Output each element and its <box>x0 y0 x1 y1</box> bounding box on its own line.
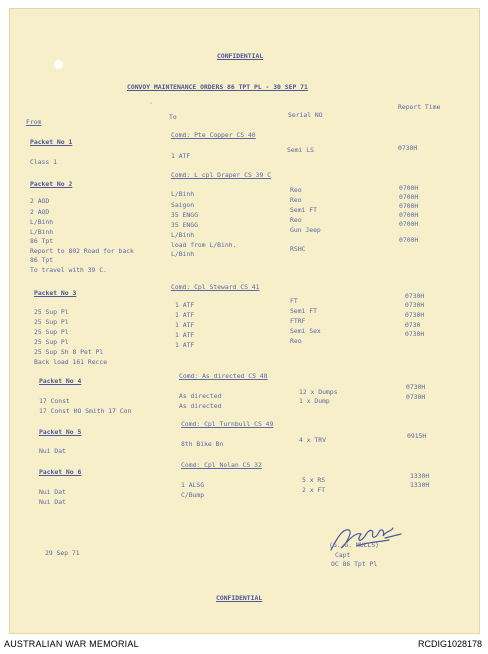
packet-2-row-6-to: load from L/Binh. <box>171 241 237 249</box>
packet-3-row-5-to: 1 ATF <box>175 341 195 349</box>
packet-4-heading: Packet No 4 <box>39 377 82 385</box>
packet-3-row-1-time: 0730H <box>405 292 425 300</box>
packet-2-row-5-serial: Gun Jeep <box>290 226 321 234</box>
packet-4-row-2-time: 0730H <box>406 393 426 401</box>
packet-1-heading: Packet No 1 <box>30 138 73 146</box>
packet-3-row-2-time: 0730H <box>405 301 425 309</box>
packet-2-row-5-to: L/Binh <box>171 231 195 239</box>
packet-2-row-3-to: 35 ENGG <box>171 211 198 219</box>
packet-3-row-2-serial: Semi FT <box>290 307 317 315</box>
packet-2-heading: Packet No 2 <box>30 180 73 188</box>
col-header-from: From <box>26 118 42 126</box>
packet-4-row-1-to: As directed <box>179 392 222 400</box>
packet-5-heading: Packet No 5 <box>39 428 82 436</box>
packet-6-row-2-from: Nui Dat <box>39 498 66 506</box>
packet-1-serial: Semi LS <box>287 146 314 154</box>
packet-3-row-3-to: 1 ATF <box>175 321 195 329</box>
classification-bottom: CONFIDENTIAL <box>216 594 263 602</box>
packet-5-comd: Comd: Cpl Turnbull CS 49 <box>181 420 274 428</box>
packet-6-row-2-serial: 2 x FT <box>302 486 326 494</box>
classification-top: CONFIDENTIAL <box>217 52 264 60</box>
packet-2-row-7-to: L/Binh <box>171 250 195 258</box>
packet-3-row-2-to: 1 ATF <box>175 311 195 319</box>
packet-3-row-1-from: 25 Sup Pl <box>34 308 69 316</box>
packet-5-row-1-to: 8th Bike Bn <box>181 440 224 448</box>
packet-2-row-8-from: To travel with 39 C. <box>30 266 107 274</box>
col-header-report-time: Report Time <box>398 103 441 111</box>
packet-2-comd: Comd: L cpl Draper CS 39 C <box>171 171 272 179</box>
packet-2-row-5-from: 86 Tpt <box>30 237 54 245</box>
packet-3-row-2-from: 25 Sup Pl <box>34 318 69 326</box>
packet-3-row-4-from: 25 Sup Pl <box>34 338 69 346</box>
packet-2-row-1-from: 2 AOD <box>30 197 50 205</box>
packet-3-row-5-time: 0730H <box>405 330 425 338</box>
packet-4-row-2-serial: 1 x Dump <box>299 397 330 405</box>
packet-2-row-1-serial: Reo <box>290 186 302 194</box>
packet-2-row-2-time: 0700H <box>399 193 419 201</box>
packet-6-comd: Comd: Cpl Nolan CS 32 <box>181 461 262 469</box>
packet-3-row-3-time: 0730H <box>405 311 425 319</box>
packet-2-row-4-to: 35 ENGG <box>171 221 198 229</box>
packet-2-row-6-from: Report to 802 Road for back <box>30 247 134 255</box>
col-header-serial: Serial NO <box>288 111 323 119</box>
packet-3-row-1-to: 1 ATF <box>175 301 195 309</box>
packet-3-comd: Comd: Cpl Steward CS 41 <box>171 283 260 291</box>
packet-2-row-4-from: L/Binh <box>30 228 54 236</box>
packet-2-row-7-from: 86 Tpt <box>30 256 54 264</box>
packet-2-row-4-time: 0700H <box>399 211 419 219</box>
packet-5-row-1-serial: 4 x TRV <box>299 436 326 444</box>
archive-footer <box>0 634 488 654</box>
archive-name: AUSTRALIAN WAR MEMORIAL <box>4 639 139 649</box>
packet-4-row-1-from: 17 Const <box>39 397 70 405</box>
packet-5-row-1-time: 0915H <box>407 432 427 440</box>
packet-2-row-2-from: 2 AOD <box>30 208 50 216</box>
packet-3-heading: Packet No 3 <box>34 289 77 297</box>
packet-4-row-2-from: 17 Const HO Smith 17 Con <box>39 407 132 415</box>
packet-4-row-2-to: As directed <box>179 402 222 410</box>
packet-2-row-3-from: L/Binh <box>30 218 54 226</box>
signatory-rank: Capt <box>335 551 351 559</box>
packet-2-row-1-time: 0700H <box>399 184 419 192</box>
packet-1-from: Class 1 <box>30 158 57 166</box>
packet-6-row-1-to: 1 ALSG <box>181 481 205 489</box>
packet-2-row-5-time: 0700H <box>399 220 419 228</box>
packet-3-row-4-to: 1 ATF <box>175 331 195 339</box>
packet-3-row-3-from: 25 Sup Pl <box>34 328 69 336</box>
signatory-unit: OC 86 Tpt Pl <box>331 560 378 568</box>
packet-1-comd: Comd: Pte Copper CS 40 <box>171 131 256 139</box>
col-header-to: To <box>169 113 177 121</box>
packet-2-row-7-serial: RSHC <box>290 245 306 253</box>
packet-1-to: 1 ATF <box>171 152 191 160</box>
packet-3-row-4-serial: Semi Sex <box>290 327 321 335</box>
packet-5-row-1-from: Nui Dat <box>39 447 66 455</box>
packet-6-heading: Packet No 6 <box>39 468 82 476</box>
packet-6-row-2-to: C/Bump <box>181 491 205 499</box>
packet-6-row-1-from: Nui Dat <box>39 488 66 496</box>
packet-3-row-5-from: 25 Sup Sh 8 Pet Pl <box>34 348 104 356</box>
archive-reference: RCDIG1028178 <box>417 639 482 649</box>
packet-3-row-5-serial: Reo <box>290 337 302 345</box>
punch-hole <box>54 60 63 69</box>
packet-2-row-3-time: 0700H <box>399 202 419 210</box>
packet-3-row-3-serial: FTRF <box>290 317 306 325</box>
packet-2-row-7-time: 0700H <box>399 236 419 244</box>
document-page <box>9 8 480 634</box>
packet-4-comd: Comd: As directed CS 48 <box>179 372 268 380</box>
packet-2-row-4-serial: Reo <box>290 216 302 224</box>
packet-6-row-2-time: 1330H <box>410 481 430 489</box>
signatory-name: (G. G. MULLS) <box>329 541 380 549</box>
packet-3-row-4-time: 0730 <box>405 321 421 329</box>
packet-6-row-1-time: 1330H <box>410 472 430 480</box>
packet-3-row-1-serial: FT <box>290 297 298 305</box>
packet-2-row-1-to: L/Binh <box>171 190 195 198</box>
packet-4-row-1-time: 0730H <box>406 383 426 391</box>
packet-6-row-1-serial: 5 x RS <box>302 476 326 484</box>
packet-3-row-6-from: Back load 161 Recce <box>34 358 108 366</box>
document-title: CONVOY MAINTENANCE ORDERS 86 TPT PL - 30 SEP 71 <box>127 83 308 91</box>
packet-1-time: 0730H <box>398 144 418 152</box>
document-date: 29 Sep 71 <box>45 549 80 557</box>
packet-2-row-2-serial: Reo <box>290 196 302 204</box>
packet-4-row-1-serial: 12 x Dumps <box>299 388 338 396</box>
stray-mark: · <box>149 99 153 107</box>
packet-2-row-3-serial: Semi FT <box>290 206 317 214</box>
packet-2-row-2-to: Saigon <box>171 201 195 209</box>
